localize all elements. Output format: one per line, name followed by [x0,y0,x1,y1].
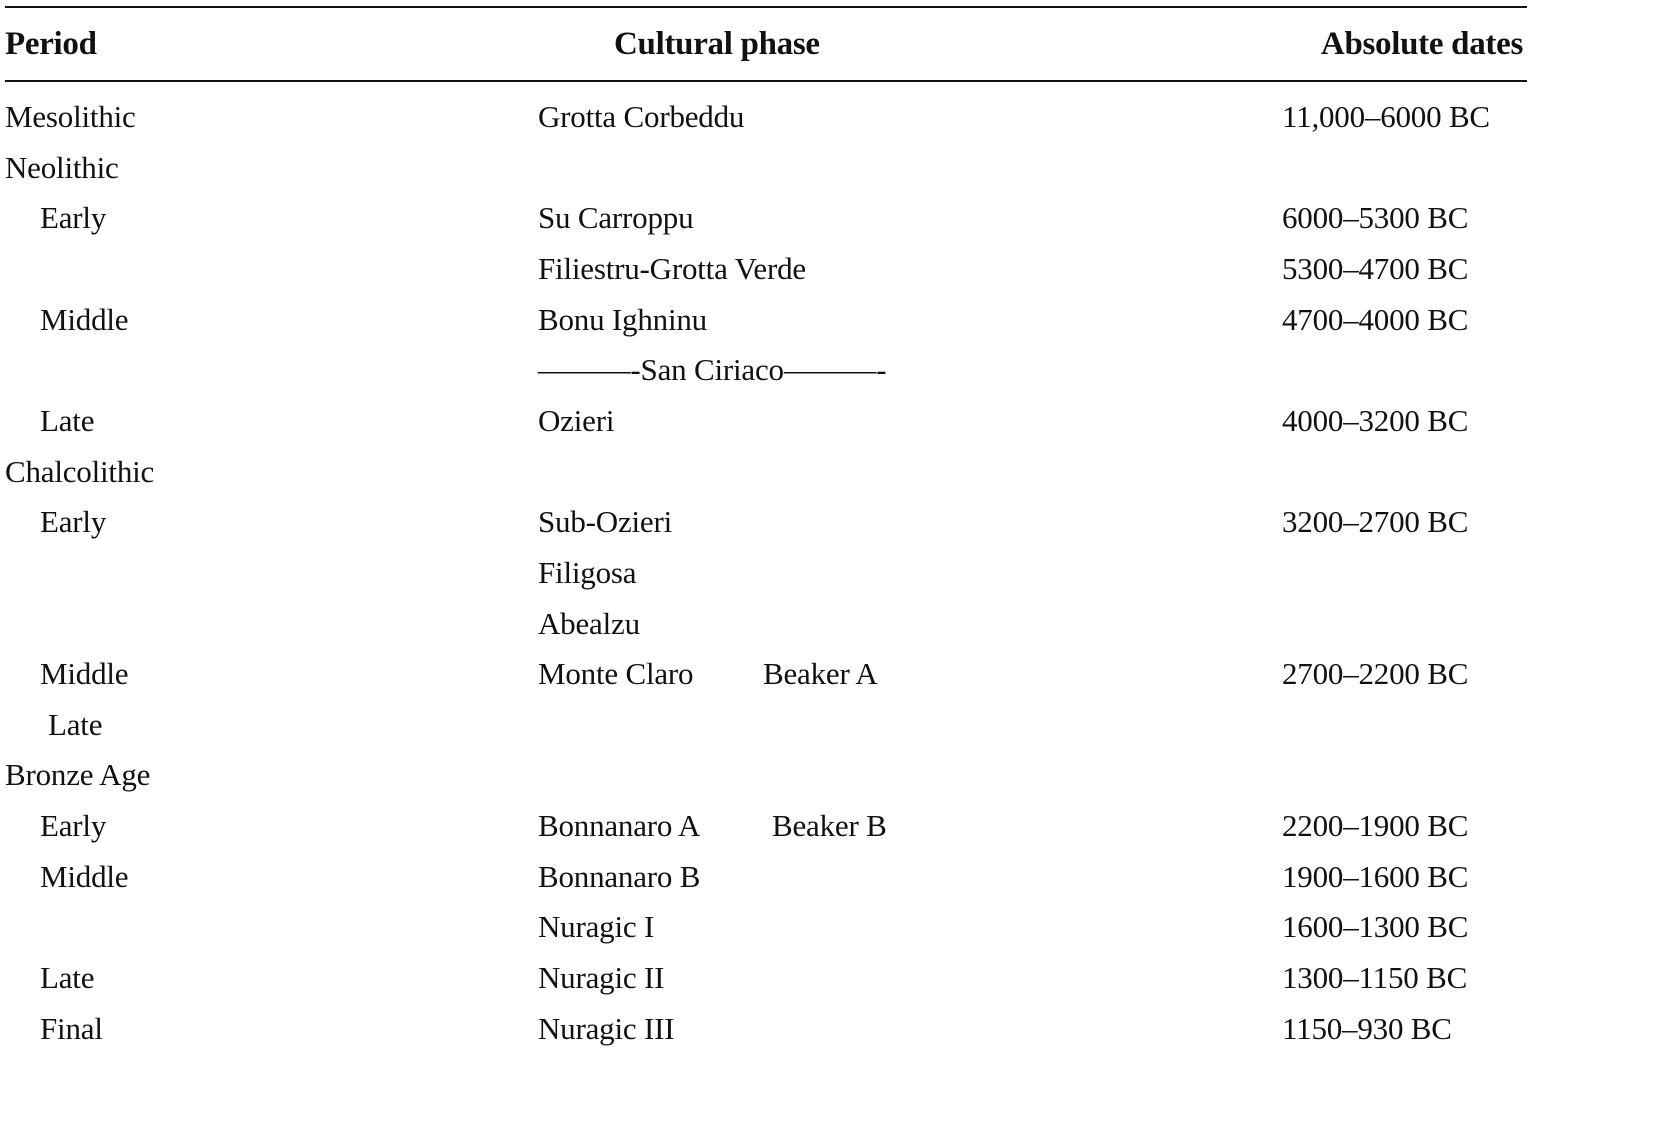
cultural-phase-cell: Bonnanaro A [538,808,701,844]
absolute-dates-cell: 2700–2200 BC [1282,656,1469,692]
cultural-phase-cell: Ozieri [538,402,615,438]
absolute-dates-cell: 6000–5300 BC [1282,200,1469,236]
table-row [0,907,1668,957]
period-cell: Bronze Age [5,757,151,793]
cultural-phase-cell: Nuragic III [538,1010,675,1046]
period-cell: Late [40,960,95,996]
cultural-phase-cell: Bonnanaro B [538,858,701,894]
period-cell: Late [48,706,103,742]
top-rule [5,6,1527,8]
table-row [0,350,1668,400]
cultural-phase-cell: Abealzu [538,605,640,641]
table-row [0,502,1668,552]
period-cell: Early [40,504,107,540]
absolute-dates-cell: 4700–4000 BC [1282,301,1469,337]
absolute-dates-cell: 5300–4700 BC [1282,250,1469,286]
period-cell: Chalcolithic [5,453,155,489]
cultural-phase-cell: Monte Claro [538,656,694,692]
cultural-phase-cell: Filigosa [538,554,637,590]
table-row [0,604,1668,654]
table-row [0,705,1668,755]
period-cell: Mesolithic [5,99,136,134]
cultural-phase-cell: Nuragic I [538,909,655,945]
absolute-dates-cell: 1900–1600 BC [1282,858,1469,894]
cultural-phase-cell: Grotta Corbeddu [538,99,745,134]
cultural-phase-cell: Su Carroppu [538,200,694,236]
period-cell: Late [40,402,95,438]
table-row [0,452,1668,502]
table-row [0,97,1668,147]
period-cell: Early [40,808,107,844]
table-row [0,1009,1668,1059]
absolute-dates-cell: 4000–3200 BC [1282,402,1469,438]
table-row [0,300,1668,350]
table-row [0,654,1668,704]
beaker-phase-cell: Beaker A [763,656,878,692]
period-cell: Final [40,1010,103,1046]
absolute-dates-cell: 1600–1300 BC [1282,909,1469,945]
absolute-dates-cell: 2200–1900 BC [1282,808,1469,844]
cultural-phase-cell: Sub-Ozieri [538,504,673,540]
table-row [0,553,1668,603]
cultural-phase-cell: Bonu Ighninu [538,301,707,337]
period-cell: Middle [40,858,129,894]
cultural-phase-cell: ———-San Ciriaco———- [538,352,887,388]
table-row [0,857,1668,907]
table-row [0,198,1668,248]
absolute-dates-cell: 1300–1150 BC [1282,960,1468,996]
header-absolute-dates: Absolute dates [1320,26,1523,62]
absolute-dates-cell: 1150–930 BC [1282,1010,1452,1046]
table-row [0,806,1668,856]
table-row [0,148,1668,198]
period-cell: Neolithic [5,149,119,185]
table-row [0,755,1668,805]
period-cell: Middle [40,301,129,337]
header-cultural-phase: Cultural phase [614,26,820,62]
table-row [0,958,1668,1008]
absolute-dates-cell: 3200–2700 BC [1282,504,1469,540]
cultural-phase-cell: Nuragic II [538,960,665,996]
table-row [0,401,1668,451]
absolute-dates-cell: 11,000–6000 BC [1282,99,1490,134]
table-row [0,249,1668,299]
header-period: Period [5,26,97,62]
header-rule [5,80,1527,82]
cultural-phase-cell: Filiestru-Grotta Verde [538,250,806,286]
beaker-phase-cell: Beaker B [772,808,887,844]
period-cell: Middle [40,656,129,692]
period-cell: Early [40,200,107,236]
